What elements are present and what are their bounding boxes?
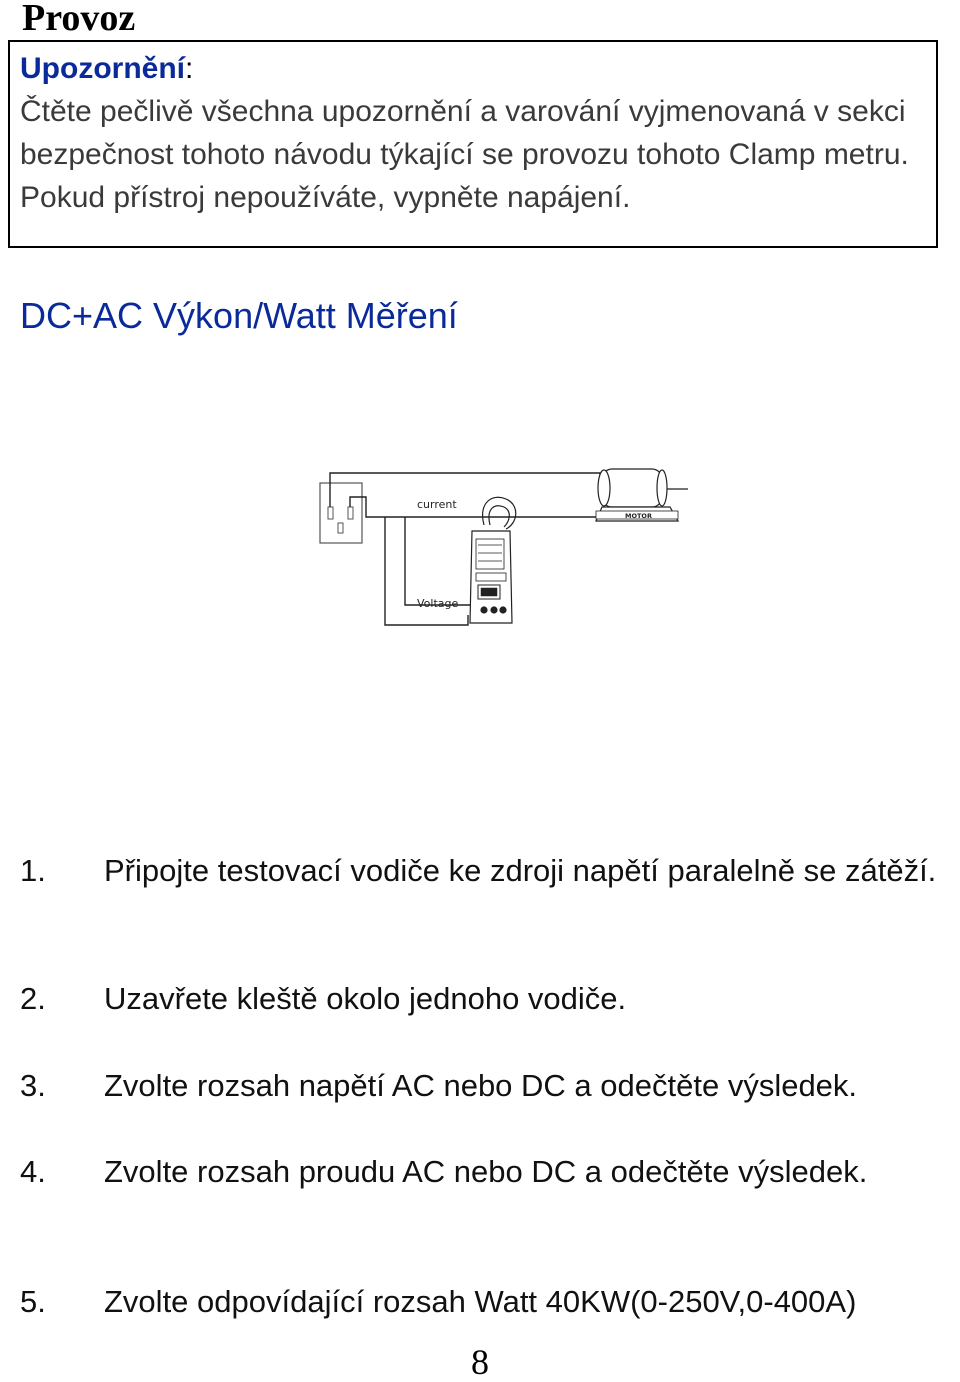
step-text: Zvolte odpovídající rozsah Watt 40KW(0-250V,0-400A) — [104, 1284, 857, 1319]
page-number: 8 — [471, 1342, 489, 1382]
warning-box — [8, 40, 938, 248]
warning-text: Čtěte pečlivě všechna upozornění a varování vyjmenovaná v sekci bezpečnost tohoto návodu týkající se provozu tohoto Clamp metru. Pokud přístroj nepoužíváte, vypněte napájení. — [20, 95, 909, 214]
wiring-diagram — [300, 455, 700, 655]
step-text: Uzavřete kleště okolo jednoho vodiče. — [104, 981, 627, 1016]
step-text: Připojte testovací vodiče ke zdroji napětí paralelně se zátěží. — [104, 853, 937, 888]
clamp-meter-icon — [470, 497, 516, 623]
wall-outlet-icon — [320, 483, 362, 543]
step-number: 4. — [20, 1154, 46, 1189]
step-number: 3. — [20, 1068, 46, 1103]
wires — [330, 473, 600, 625]
warning-title-colon: : — [185, 52, 194, 85]
diagram-label-current: current — [417, 498, 457, 511]
measurement-title: DC+AC Výkon/Watt Měření — [20, 295, 458, 336]
warning-title — [20, 52, 193, 86]
step-number: 5. — [20, 1284, 46, 1319]
diagram-label-motor: MOTOR — [625, 512, 652, 520]
warning-title-text: Upozornění — [20, 52, 185, 85]
step-number: 1. — [20, 853, 46, 888]
step-number: 2. — [20, 981, 46, 1016]
step-text: Zvolte rozsah proudu AC nebo DC a odečtěte výsledek. — [104, 1154, 868, 1189]
section-title: Provoz — [22, 0, 136, 39]
step-text: Zvolte rozsah napětí AC nebo DC a odečtěte výsledek. — [104, 1068, 858, 1103]
diagram-label-voltage: Voltage — [417, 597, 459, 610]
